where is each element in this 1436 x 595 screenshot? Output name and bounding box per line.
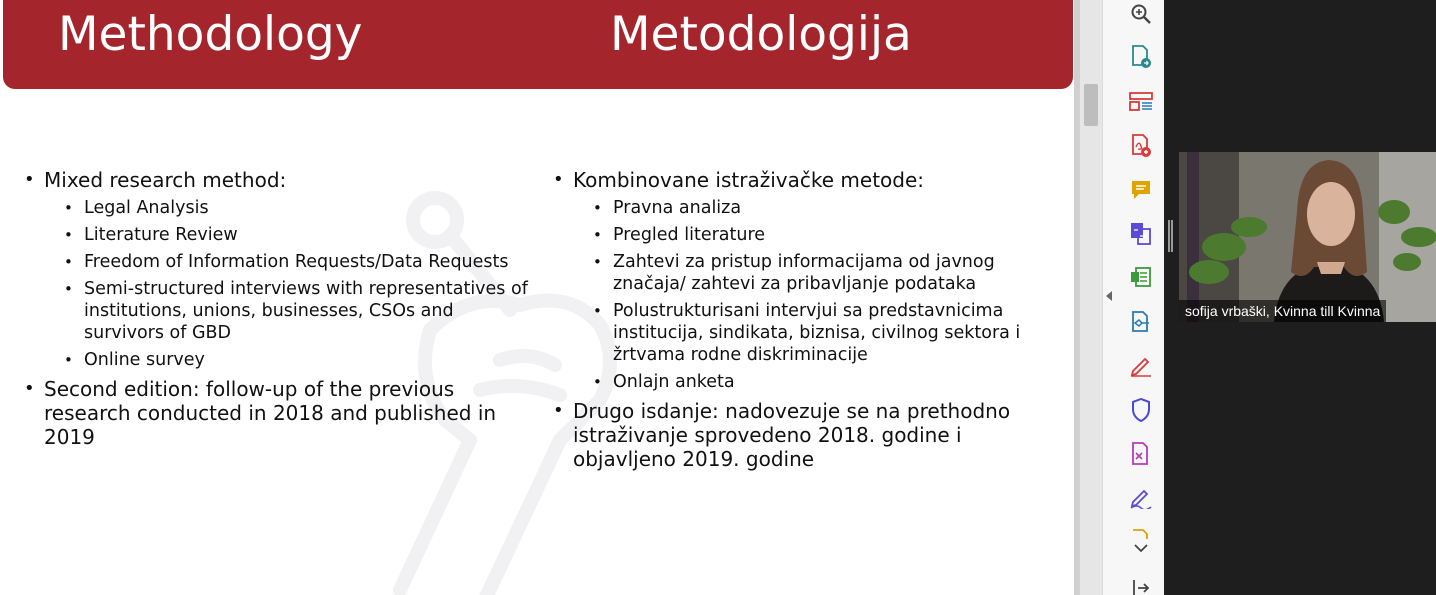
more-tools-icon[interactable]: [1127, 528, 1155, 556]
serbian-content: [551, 168, 1041, 477]
participant-video[interactable]: [1179, 152, 1436, 322]
sub-bullet: • Polustrukturisani intervjui sa predstavnicima institucija, sindikata, biznisa, civilnog sektora i žrtvama rodne diskriminacije: [573, 300, 1041, 366]
sub-bullet: • Literature Review: [44, 224, 532, 246]
bullet-mixed-research: [22, 168, 532, 371]
sub-bullet: • Semi-structured interviews with representatives of institutions, unions, businesses, CSOs and survivors of GBD: [44, 278, 532, 344]
organize-pages-icon[interactable]: [1127, 88, 1155, 116]
sub-bullet: • Onlajn anketa: [573, 371, 1041, 393]
bullet-kombinovane: [551, 168, 1041, 393]
sub-bullet: • Pregled literature: [573, 224, 1041, 246]
bullet-text: Kombinovane istraživačke metode:: [573, 168, 925, 192]
slide-header-bar: [3, 0, 1073, 89]
sub-bullet: • Legal Analysis: [44, 197, 532, 219]
scrollbar-thumb[interactable]: [1084, 84, 1098, 126]
tools-panel: [1102, 0, 1164, 595]
bullet-second-edition: • Second edition: follow-up of the previous research conducted in 2018 and published in 2019: [22, 377, 532, 449]
redact-icon[interactable]: [1127, 440, 1155, 468]
combine-files-icon[interactable]: [1127, 220, 1155, 248]
expand-panel-icon[interactable]: [1127, 574, 1155, 595]
vertical-scrollbar[interactable]: [1074, 0, 1102, 595]
bullet-drugo-isdanje: • Drugo isdanje: nadovezuje se na prethodno istraživanje sprovedeno 2018. godine i objavljeno 2019. godine: [551, 399, 1041, 471]
signature-icon[interactable]: [1127, 484, 1155, 512]
resize-handle[interactable]: [1168, 220, 1173, 252]
sub-bullet: • Pravna analiza: [573, 197, 1041, 219]
sub-bullet: • Freedom of Information Requests/Data Requests: [44, 251, 532, 273]
fill-sign-icon[interactable]: [1127, 352, 1155, 380]
sub-bullet: • Zahtevi za pristup informacijama od javnog značaja/ zahtevi za pribavljanje podataka: [573, 251, 1041, 295]
compress-pdf-icon[interactable]: [1127, 264, 1155, 292]
export-pdf-icon[interactable]: [1127, 43, 1155, 71]
slide-title-serbian: Metodologija: [610, 7, 912, 62]
create-pdf-icon[interactable]: [1127, 132, 1155, 160]
slide-title-english: Methodology: [58, 7, 363, 62]
collapse-panel-icon[interactable]: [1105, 290, 1115, 310]
participant-name-label: sofija vrbaški, Kvinna till Kvinna: [1179, 300, 1386, 322]
english-content: [22, 168, 532, 455]
bullet-text: Mixed research method:: [44, 168, 287, 192]
zoom-icon[interactable]: [1127, 0, 1155, 28]
edit-pdf-icon[interactable]: [1127, 308, 1155, 336]
participant-camera-image: [1179, 152, 1436, 322]
comment-icon[interactable]: [1127, 176, 1155, 204]
protect-icon[interactable]: [1127, 396, 1155, 424]
sub-bullet: • Online survey: [44, 349, 532, 371]
